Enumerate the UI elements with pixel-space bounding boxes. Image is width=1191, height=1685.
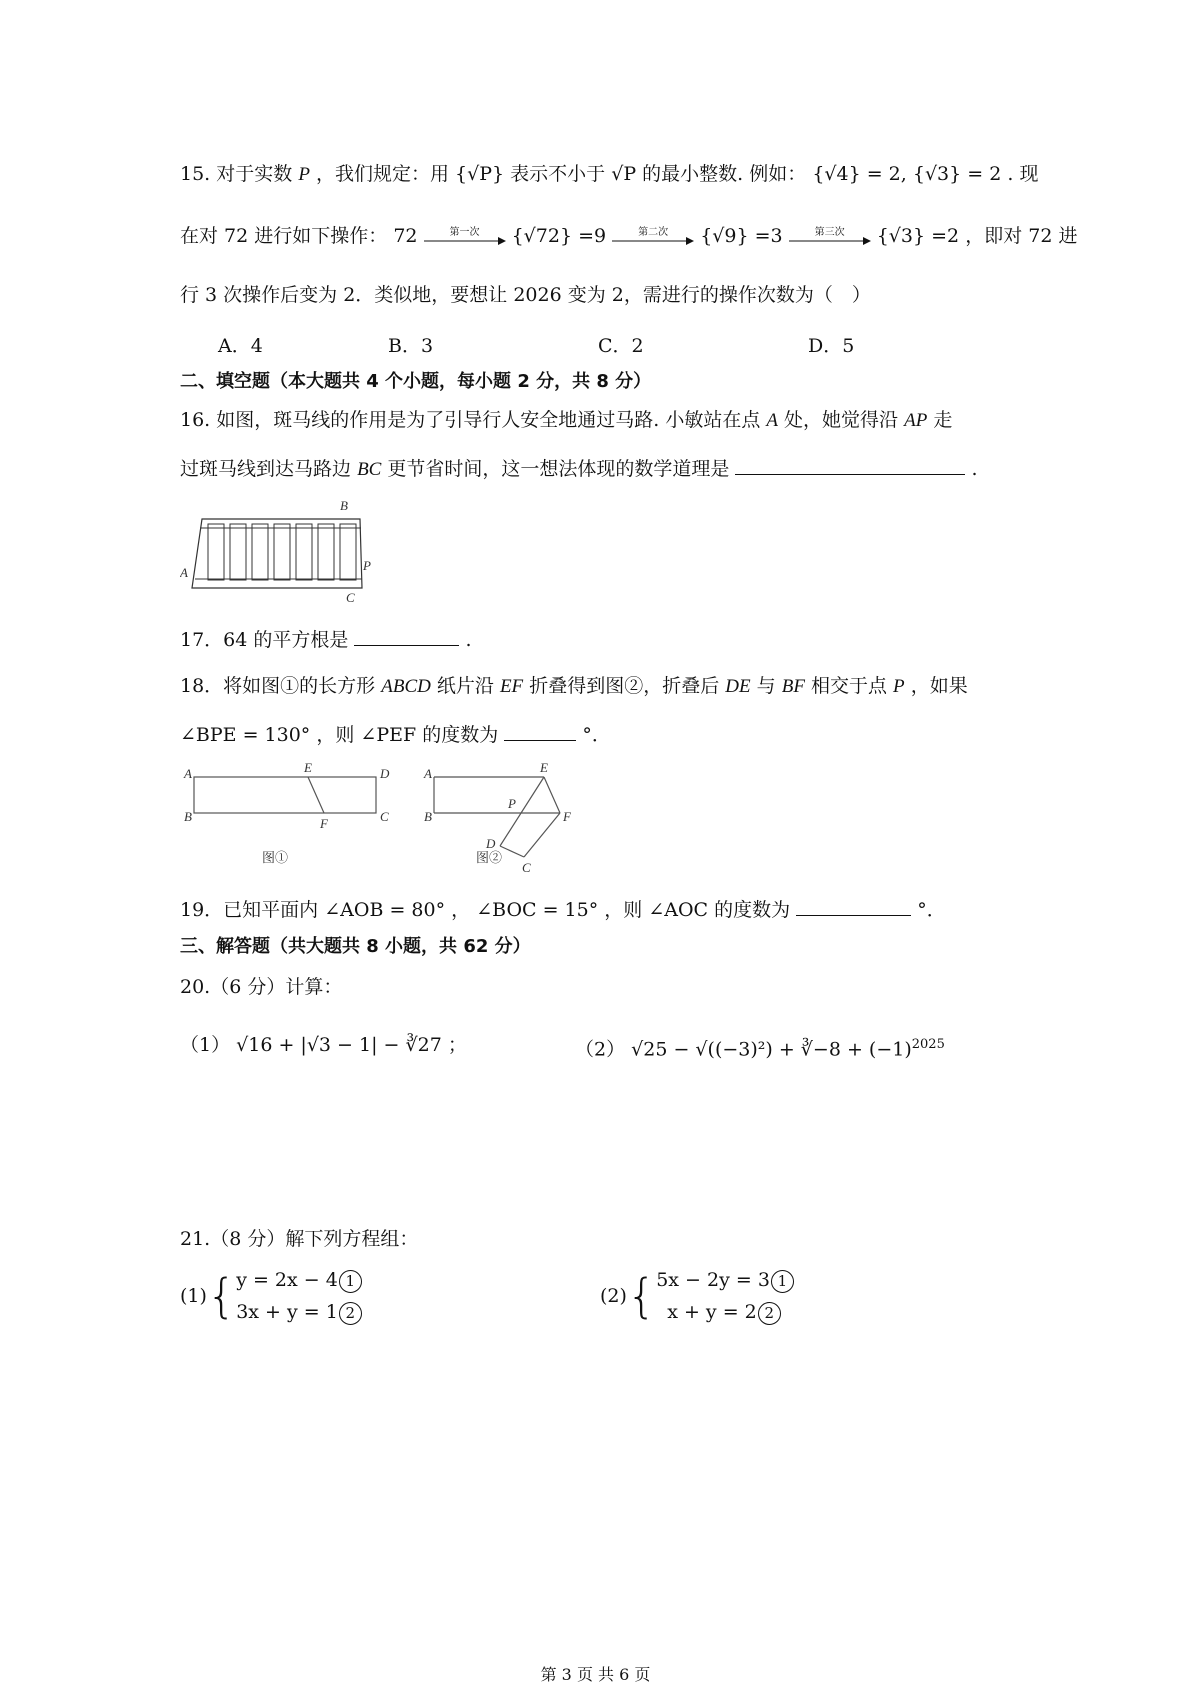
right-arrow-icon <box>612 235 694 247</box>
q15-text: ，我们规定：用 <box>315 163 449 185</box>
q19-text: °． <box>917 899 946 921</box>
label-f: F <box>320 816 328 831</box>
q15-arrow-1 <box>424 227 506 247</box>
section-3-heading: 三、解答题（共大题共 8 小题，共 62 分） <box>180 936 531 957</box>
q21-p1-label: (1) <box>180 1285 207 1307</box>
label-b: B <box>340 498 348 513</box>
arrow-label: 第一次 <box>449 227 480 238</box>
figure-caption: 图① <box>262 850 289 865</box>
q15-text: 表示不小于 <box>510 163 606 185</box>
q15-step2: {√9} =3 <box>700 225 783 247</box>
fold-figure-2 <box>420 760 590 879</box>
q16-line2 <box>180 454 978 484</box>
q16-point-a: A <box>766 410 778 431</box>
page-footer: 第 3 页 共 6 页 <box>540 1665 651 1684</box>
q20-p2-expression: √25 − √((−3)²) + ∛−8 + (−1) <box>631 1038 912 1061</box>
q21-p2-system <box>656 1264 794 1328</box>
q15-line3: 行 3 次操作后变为 2．类似地，要想让 2026 变为 2，需进行的操作次数为（ ） <box>180 284 871 306</box>
right-arrow-icon <box>789 235 871 247</box>
label-c: C <box>346 590 355 605</box>
q16-text: 16. 如图，斑马线的作用是为了引导行人安全地通过马路. 小敏站在点 <box>180 409 761 431</box>
q16-text: 过斑马线到达马路边 <box>180 458 352 480</box>
q15-line2 <box>180 222 1077 250</box>
q19-answer-blank[interactable] <box>796 895 911 916</box>
q19-line <box>180 895 946 924</box>
q15-line1 <box>180 160 1038 189</box>
q15-text: 的最小整数. 例如： <box>642 163 807 185</box>
q15-arrow-2 <box>612 227 694 247</box>
q18-line2 <box>180 720 611 749</box>
q17-text: . <box>465 629 472 651</box>
label-e: E <box>540 760 548 775</box>
q16-text: 走 <box>933 409 953 431</box>
q18-answer-blank[interactable] <box>504 720 576 741</box>
q20-p1-expression: √16 + |√3 − 1| − ∛27 <box>236 1034 442 1056</box>
q18-abcd: ABCD <box>381 676 431 697</box>
q15-text: . 现 <box>1007 163 1039 185</box>
q18-text: 与 <box>756 675 776 697</box>
q16-answer-blank[interactable] <box>735 454 965 475</box>
q20-part1 <box>180 1031 467 1059</box>
q18-line1 <box>180 672 968 701</box>
label-a: A <box>424 766 432 781</box>
q16-text: . <box>971 458 978 480</box>
section-2-heading: 二、填空题（本大题共 4 个小题，每小题 2 分，共 8 分） <box>180 371 652 392</box>
label-e: E <box>304 760 312 775</box>
q16-line1 <box>180 406 952 435</box>
q21-part2 <box>600 1264 794 1328</box>
label-f: F <box>563 809 571 824</box>
q17-line <box>180 625 472 654</box>
q18-text: 的度数为 <box>422 724 499 746</box>
arrow-label: 第三次 <box>814 227 845 238</box>
q19-angle-aob: ∠AOB = 80° <box>324 899 446 921</box>
q15-text: 在对 72 进行如下操作： <box>180 225 388 247</box>
q15-option-c: C．2 <box>598 335 644 357</box>
q21-part1 <box>180 1264 362 1328</box>
q16-text: 更节省时间，这一想法体现的数学道理是 <box>387 458 730 480</box>
q15-var-p: P <box>298 164 310 185</box>
label-d: D <box>486 836 496 851</box>
q18-angle-bpe: ∠BPE = 130° <box>180 724 311 746</box>
q15-bracket-p: {√P} <box>455 163 505 185</box>
q21-p1-eq1: y = 2x − 4 <box>236 1269 338 1291</box>
zebra-crossing-figure <box>180 496 380 610</box>
q18-text: 相交于点 <box>810 675 887 697</box>
q21-p2-eq2: x + y = 2 <box>667 1301 757 1323</box>
q18-text: °． <box>582 724 611 746</box>
q18-text: 18．将如图①的长方形 <box>180 675 376 697</box>
q19-angle-boc: ∠BOC = 15° <box>476 899 599 921</box>
q20-p2-exponent: 2025 <box>911 1037 945 1052</box>
label-a: A <box>184 766 192 781</box>
q15-step0: 72 <box>393 225 418 247</box>
q15-step1: {√72} =9 <box>511 225 607 247</box>
q16-text: 处，她觉得沿 <box>784 409 899 431</box>
q17-text: 17．64 的平方根是 <box>180 629 349 651</box>
q18-text: 纸片沿 <box>436 675 494 697</box>
circled-number: 1 <box>771 1270 794 1293</box>
label-c: C <box>380 809 389 824</box>
q21-p2-label: (2) <box>600 1285 627 1307</box>
q18-angle-pef: ∠PEF <box>360 724 417 746</box>
q18-text: 折叠得到图②，折叠后 <box>529 675 720 697</box>
q16-seg-ap: AP <box>904 410 928 431</box>
q21-p1-eq2: 3x + y = 1 <box>236 1301 338 1323</box>
q15-text: 15. 对于实数 <box>180 163 293 185</box>
q21-p1-system <box>236 1264 362 1328</box>
left-brace-icon: { <box>206 1269 237 1323</box>
left-brace-icon: { <box>626 1269 657 1323</box>
q15-option-b: B．3 <box>388 335 434 357</box>
q15-step3: {√3} =2 <box>876 225 960 247</box>
q15-option-a: A．4 <box>218 335 263 357</box>
label-p: P <box>363 558 371 573</box>
label-c: C <box>522 860 531 875</box>
right-arrow-icon <box>424 235 506 247</box>
q20-title: 20.（6 分）计算： <box>180 976 343 998</box>
q18-ef: EF <box>499 676 524 697</box>
q20-p1-label: （1） <box>180 1034 231 1056</box>
label-a: A <box>180 565 188 580</box>
q19-text: 的度数为 <box>714 899 791 921</box>
figure-caption: 图② <box>476 850 503 865</box>
q18-text: ，如果 <box>910 675 968 697</box>
circled-number: 2 <box>758 1302 781 1325</box>
q18-p: P <box>893 676 905 697</box>
q20-p2-label: （2） <box>575 1038 626 1061</box>
q15-option-d: D．5 <box>808 335 855 357</box>
circled-number: 1 <box>339 1270 362 1293</box>
label-b: B <box>424 809 432 824</box>
q15-text: ，即对 72 进 <box>965 225 1078 247</box>
q19-text: ，则 <box>604 899 643 921</box>
q20-part2 <box>575 1031 945 1063</box>
fold-figure-1 <box>180 760 410 874</box>
q17-answer-blank[interactable] <box>354 625 459 646</box>
label-p: P <box>508 796 516 811</box>
q19-angle-aoc: ∠AOC <box>648 899 709 921</box>
q15-arrow-3 <box>789 227 871 247</box>
q20-text: ； <box>447 1034 467 1056</box>
q15-sqrt-p: √P <box>611 163 637 185</box>
arrow-label: 第二次 <box>638 227 669 238</box>
label-b: B <box>184 809 192 824</box>
q21-p2-eq1: 5x − 2y = 3 <box>656 1269 770 1291</box>
q15-example: {√4} = 2, {√3} = 2 <box>812 163 1002 185</box>
q19-text: 19．已知平面内 <box>180 899 319 921</box>
q18-de: DE <box>725 676 751 697</box>
q16-seg-bc: BC <box>357 459 382 480</box>
q18-text: ，则 <box>316 724 355 746</box>
circled-number: 2 <box>339 1302 362 1325</box>
label-d: D <box>380 766 390 781</box>
q19-text: ， <box>451 899 471 921</box>
q21-title: 21.（8 分）解下列方程组： <box>180 1228 419 1250</box>
q18-bf: BF <box>781 676 805 697</box>
